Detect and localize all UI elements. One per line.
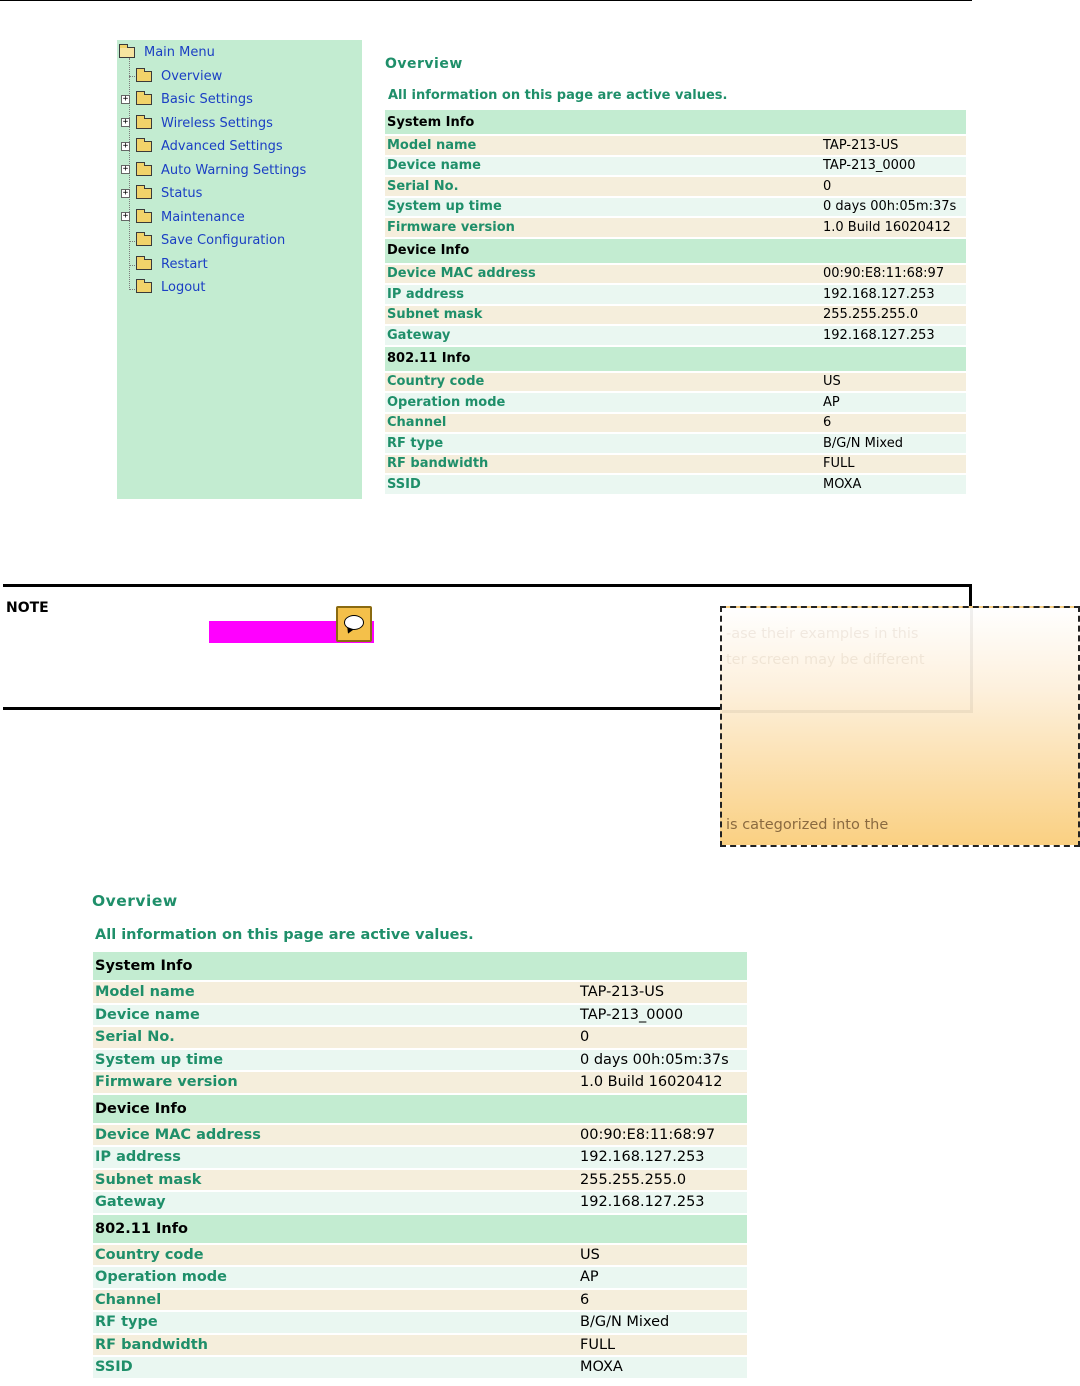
table-row — [385, 475, 966, 494]
comment-popup[interactable] — [720, 606, 1080, 847]
row-value: 192.168.127.253 — [819, 326, 966, 345]
row-value: TAP-213_0000 — [576, 1005, 747, 1026]
ssid-link[interactable]: MOXA — [576, 1357, 747, 1378]
page-top-rule — [0, 0, 972, 1]
open-folder-icon — [119, 47, 135, 58]
row-value: US — [576, 1245, 747, 1266]
overview-title: Overview — [385, 56, 463, 72]
menu-item-label: Logout — [161, 279, 206, 295]
section-heading: Device Info — [385, 239, 966, 263]
menu-item-label: Basic Settings — [161, 91, 253, 107]
row-value: 255.255.255.0 — [819, 306, 966, 325]
table-row — [93, 1245, 747, 1266]
row-value: TAP-213-US — [819, 136, 966, 155]
menu-item-overview[interactable] — [136, 65, 222, 87]
expand-plus-icon[interactable]: + — [122, 164, 129, 174]
row-label: Channel — [93, 1290, 576, 1311]
table-row — [93, 982, 747, 1003]
row-label: Country code — [93, 1245, 576, 1266]
table-row — [93, 1290, 747, 1311]
menu-item-status[interactable] — [136, 182, 202, 204]
table-row — [385, 198, 966, 217]
expand-plus-icon[interactable]: + — [122, 211, 129, 221]
note-label: NOTE — [6, 600, 49, 616]
table-row — [93, 1170, 747, 1191]
row-value: 00:90:E8:11:68:97 — [576, 1125, 747, 1146]
row-label: Model name — [385, 136, 819, 155]
row-label: Serial No. — [93, 1027, 576, 1048]
table-row — [93, 1357, 747, 1378]
row-label: Operation mode — [385, 393, 819, 412]
row-label: SSID — [93, 1357, 576, 1378]
comment-icon[interactable] — [336, 606, 372, 642]
row-label: RF bandwidth — [385, 455, 819, 474]
section-heading: System Info — [385, 110, 966, 134]
table-row — [385, 373, 966, 392]
row-value: TAP-213-US — [576, 982, 747, 1003]
menu-item-maintenance[interactable] — [136, 206, 245, 228]
menu-item-label: Advanced Settings — [161, 138, 283, 154]
row-value: 6 — [819, 414, 966, 433]
folder-icon — [136, 71, 152, 82]
ssid-link[interactable]: MOXA — [819, 475, 966, 494]
row-label: Channel — [385, 414, 819, 433]
menu-item-label: Maintenance — [161, 209, 245, 225]
row-label: Gateway — [385, 326, 819, 345]
row-value: B/G/N Mixed — [819, 434, 966, 453]
row-label: Serial No. — [385, 177, 819, 196]
folder-icon — [136, 212, 152, 223]
note-border-top — [3, 584, 972, 587]
folder-icon — [136, 188, 152, 199]
row-label: Device name — [93, 1005, 576, 1026]
row-value: AP — [819, 393, 966, 412]
menu-root-label: Main Menu — [144, 44, 215, 60]
folder-icon — [136, 94, 152, 105]
row-value: 00:90:E8:11:68:97 — [819, 265, 966, 284]
note-border-bottom — [3, 707, 723, 710]
row-label: RF bandwidth — [93, 1335, 576, 1356]
row-value: 0 — [576, 1027, 747, 1048]
table-row — [93, 1050, 747, 1071]
table-row — [93, 1027, 747, 1048]
row-value: FULL — [576, 1335, 747, 1356]
row-label: System up time — [93, 1050, 576, 1071]
menu-item-basic-settings[interactable] — [136, 88, 253, 110]
expand-plus-icon[interactable]: + — [122, 94, 129, 104]
section-header — [93, 1095, 747, 1123]
row-value: US — [819, 373, 966, 392]
row-label: Model name — [93, 982, 576, 1003]
section-heading: 802.11 Info — [93, 1215, 747, 1243]
table-row — [93, 1335, 747, 1356]
row-value: AP — [576, 1267, 747, 1288]
row-label: Country code — [385, 373, 819, 392]
row-label: Device name — [385, 157, 819, 176]
row-value: 6 — [576, 1290, 747, 1311]
row-label: RF type — [385, 434, 819, 453]
table-row — [385, 306, 966, 325]
folder-icon — [136, 165, 152, 176]
table-row — [93, 1125, 747, 1146]
section-heading: 802.11 Info — [385, 347, 966, 371]
table-row — [385, 157, 966, 176]
folder-icon — [136, 141, 152, 152]
table-row — [385, 265, 966, 284]
row-value: TAP-213_0000 — [819, 157, 966, 176]
row-label: RF type — [93, 1312, 576, 1333]
section-header — [385, 110, 966, 134]
section-heading: Device Info — [93, 1095, 747, 1123]
section-header — [93, 1215, 747, 1243]
table-row — [93, 1072, 747, 1093]
tree-line — [129, 58, 130, 290]
row-label: System up time — [385, 198, 819, 217]
row-label: Gateway — [93, 1192, 576, 1213]
table-row — [385, 393, 966, 412]
row-label: Device MAC address — [385, 265, 819, 284]
section-header — [385, 239, 966, 263]
menu-item-label: Overview — [161, 68, 223, 84]
menu-root[interactable] — [119, 41, 215, 63]
table-row — [93, 1267, 747, 1288]
table-row — [385, 414, 966, 433]
row-value: 192.168.127.253 — [576, 1147, 747, 1168]
table-row — [385, 177, 966, 196]
popup-text-line: is categorized into the — [726, 817, 889, 833]
row-label: Device MAC address — [93, 1125, 576, 1146]
row-label: IP address — [385, 285, 819, 304]
folder-icon — [136, 259, 152, 270]
section-heading: System Info — [93, 952, 747, 980]
row-label: Operation mode — [93, 1267, 576, 1288]
row-label: Firmware version — [93, 1072, 576, 1093]
popup-text-line: ter screen may be different — [726, 652, 925, 668]
menu-item-label: Auto Warning Settings — [161, 162, 307, 178]
overview-table — [385, 108, 966, 496]
menu-item-auto-warning-settings[interactable] — [136, 159, 306, 181]
table-row — [93, 1312, 747, 1333]
row-value: 1.0 Build 16020412 — [576, 1072, 747, 1093]
menu-item-advanced-settings[interactable] — [136, 135, 283, 157]
table-row — [385, 455, 966, 474]
row-label: Subnet mask — [93, 1170, 576, 1191]
folder-icon — [136, 282, 152, 293]
table-row — [93, 1192, 747, 1213]
expand-plus-icon[interactable]: + — [122, 141, 129, 151]
table-row — [93, 1005, 747, 1026]
menu-item-label: Save Configuration — [161, 232, 286, 248]
overview-title-large: Overview — [92, 892, 178, 910]
row-value: B/G/N Mixed — [576, 1312, 747, 1333]
expand-plus-icon[interactable]: + — [122, 188, 129, 198]
note-border-right — [969, 584, 972, 606]
table-row — [385, 285, 966, 304]
row-value: FULL — [819, 455, 966, 474]
main-menu-sidebar — [117, 40, 362, 499]
table-row — [385, 434, 966, 453]
table-row — [385, 136, 966, 155]
overview-table-large — [93, 950, 747, 1380]
section-header — [385, 347, 966, 371]
folder-icon — [136, 235, 152, 246]
menu-item-label: Wireless Settings — [161, 115, 273, 131]
table-row — [385, 218, 966, 237]
popup-text-line: -ase their examples in this — [726, 626, 919, 642]
table-row — [93, 1147, 747, 1168]
row-value: 192.168.127.253 — [576, 1192, 747, 1213]
row-label: Firmware version — [385, 218, 819, 237]
row-label: IP address — [93, 1147, 576, 1168]
section-header — [93, 952, 747, 980]
row-value: 1.0 Build 16020412 — [819, 218, 966, 237]
menu-item-wireless-settings[interactable] — [136, 112, 273, 134]
row-label: Subnet mask — [385, 306, 819, 325]
expand-plus-icon[interactable]: + — [122, 117, 129, 127]
menu-item-logout[interactable] — [136, 276, 206, 298]
row-value: 255.255.255.0 — [576, 1170, 747, 1191]
row-value: 192.168.127.253 — [819, 285, 966, 304]
overview-subtitle-large: All information on this page are active values. — [95, 927, 474, 943]
table-row — [385, 326, 966, 345]
menu-item-label: Status — [161, 185, 203, 201]
row-value: 0 — [819, 177, 966, 196]
overview-subtitle: All information on this page are active values. — [388, 88, 728, 103]
row-value: 0 days 00h:05m:37s — [819, 198, 966, 217]
menu-item-save-configuration[interactable] — [136, 229, 285, 251]
row-value: 0 days 00h:05m:37s — [576, 1050, 747, 1071]
row-label: SSID — [385, 475, 819, 494]
menu-item-label: Restart — [161, 256, 208, 272]
menu-item-restart[interactable] — [136, 253, 208, 275]
speech-bubble-tail — [345, 627, 354, 635]
folder-icon — [136, 118, 152, 129]
